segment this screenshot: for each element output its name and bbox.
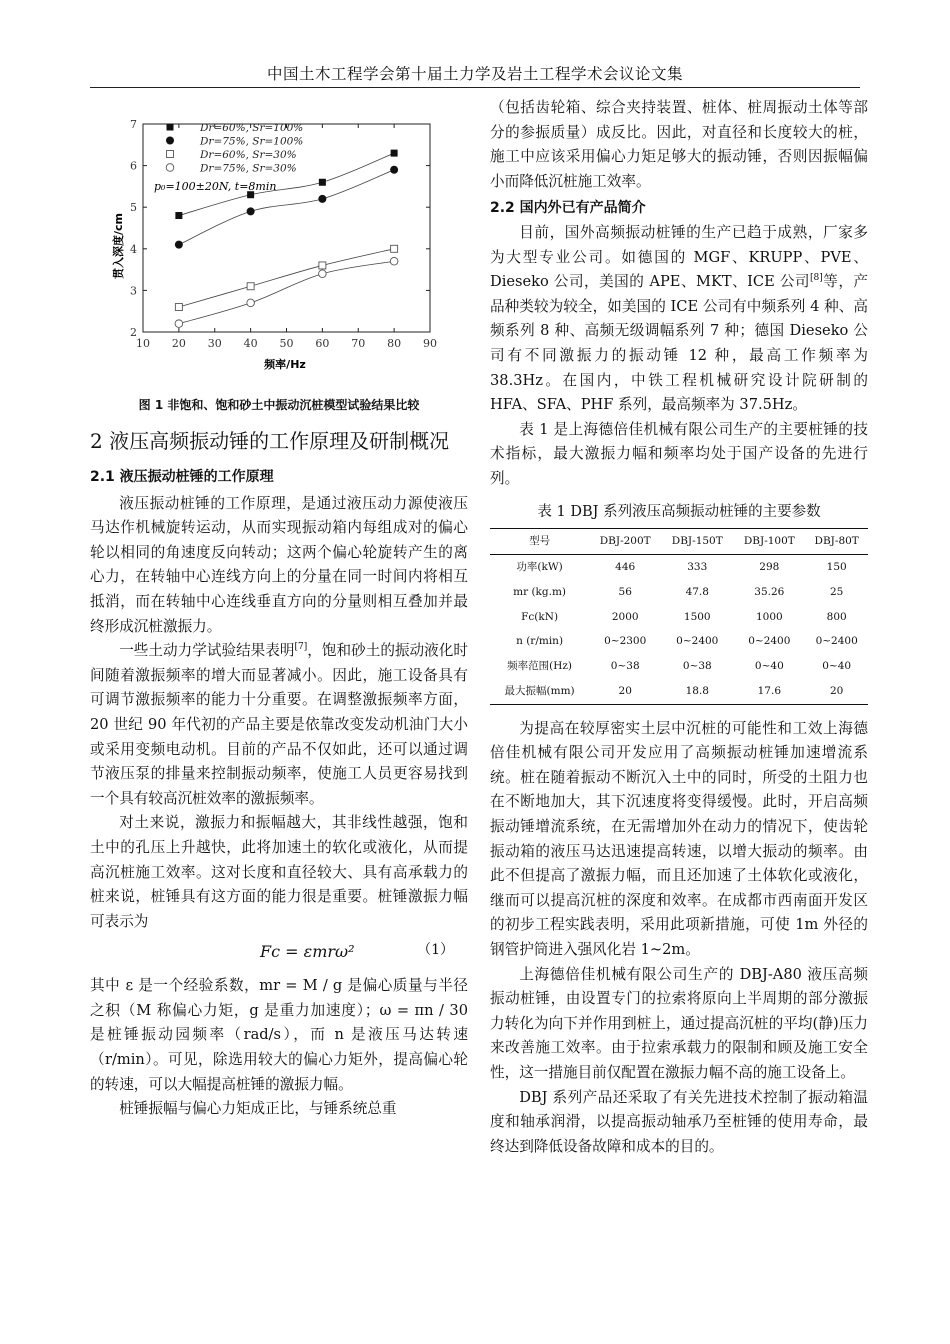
table-row bbox=[490, 580, 868, 605]
data-point-filled-square bbox=[391, 150, 398, 157]
table-cell: 47.8 bbox=[685, 585, 709, 598]
table-cell: 800 bbox=[826, 610, 847, 623]
table-1-title: 表 1 DBJ 系列液压高频振动桩锤的主要参数 bbox=[537, 503, 821, 520]
x-tick-label: 60 bbox=[315, 337, 330, 350]
table-cell: mr (kg.m) bbox=[513, 585, 567, 598]
legend-label: Dr=75%, Sr=30% bbox=[200, 162, 297, 175]
y-axis-label: 贯入深度/cm bbox=[112, 213, 125, 279]
table-cell: 150 bbox=[826, 560, 847, 573]
table-cell: 0~38 bbox=[610, 660, 640, 673]
table-cell: 20 bbox=[618, 684, 632, 697]
paragraph: 桩锤振幅与偏心力矩成正比，与锤系统总重 bbox=[119, 1100, 397, 1118]
citation: [7] bbox=[294, 642, 308, 653]
series-curve bbox=[179, 249, 394, 307]
data-point-filled-circle bbox=[390, 166, 398, 174]
citation: [8] bbox=[810, 273, 823, 284]
table-cell: 最大振幅(mm) bbox=[504, 684, 575, 697]
paragraph: 对土来说，激振力和振幅越大，其非线性越强，饱和土中的孔压上升越快，此将加速土的软化或液化，从而提高沉桩施工效率。这对长度和直径较大、具有高承载力的桩来说，桩锤具有这方面的能力很是重要。桩锤激振力幅可表示为 bbox=[90, 814, 468, 930]
right-column bbox=[490, 96, 868, 1159]
table-row bbox=[490, 679, 868, 704]
x-tick-label: 30 bbox=[207, 337, 222, 350]
x-tick-label: 50 bbox=[279, 337, 294, 350]
y-tick-label: 5 bbox=[130, 201, 137, 215]
legend-label: Dr=75%, Sr=100% bbox=[200, 135, 304, 148]
table-row bbox=[490, 554, 868, 579]
left-column bbox=[90, 428, 468, 1122]
data-point-open-square bbox=[319, 262, 326, 269]
chart-note: p₀=100±20N, t=8min bbox=[154, 180, 277, 193]
table-row bbox=[490, 604, 868, 629]
x-tick-label: 80 bbox=[387, 337, 402, 350]
data-point-open-circle bbox=[319, 270, 327, 278]
table-cell: 17.6 bbox=[757, 684, 782, 697]
paragraph: （包括齿轮箱、综合夹持装置、桩体、桩周振动土体等部分的参振质量）成反比。因此，对直径和长度较大的桩，施工中应该采用偏心力矩足够大的振动锤，否则因振幅偏小而降低沉桩施工效率。 bbox=[490, 99, 868, 190]
y-tick-label: 4 bbox=[130, 242, 137, 256]
x-tick-label: 20 bbox=[171, 337, 186, 350]
table-cell: 56 bbox=[618, 585, 632, 598]
paragraph: 上海德倍佳机械有限公司生产的 DBJ-A80 液压高频振动桩锤，由设置专门的拉索将原向上半周期的部分激振力转化为向下并作用到桩上，通过提高沉桩的平均(静)压力来改善施工效率。由于拉索承载力的限制和顾及施工安全性，这一措施目前仅配置在激振力幅不高的施工设备上。 bbox=[490, 965, 868, 1081]
data-point-filled-circle bbox=[166, 137, 174, 145]
data-point-open-square bbox=[167, 151, 174, 158]
paragraph: 表 1 是上海德倍佳机械有限公司生产的主要桩锤的技术指标，最大激振力幅和频率均处于国产设备的先进行列。 bbox=[490, 420, 868, 487]
paragraph bbox=[90, 639, 468, 811]
table-cell: 0~40 bbox=[822, 660, 852, 673]
y-tick-label: 7 bbox=[130, 118, 137, 131]
data-point-open-circle bbox=[175, 320, 183, 328]
header-rule bbox=[90, 87, 860, 88]
data-point-filled-circle bbox=[175, 241, 183, 249]
paragraph: 其中 ε 是一个经验系数，mr = M / g 是偏心质量与半径之积（M 称偏心力矩，g 是重力加速度）；ω = πn / 30 是桩锤振动园频率（rad/s），而 n 是液压马达转速（r/min）。可见，除选用较大的偏心力矩外，提高偏心轮的转速，可以大幅提高桩锤的激振力幅。 bbox=[90, 977, 468, 1093]
table-cell: 1500 bbox=[683, 610, 711, 623]
figure-1-caption: 图 1 非饱和、饱和砂土中振动沉桩模型试验结果比较 bbox=[138, 398, 420, 412]
data-point-filled-square bbox=[319, 179, 326, 186]
table-cell: n (r/min) bbox=[516, 635, 564, 648]
table-cell: Fc(kN) bbox=[521, 610, 559, 623]
table-cell: 0~2400 bbox=[676, 635, 719, 648]
section-2-title: 2 液压高频振动锤的工作原理及研制概况 bbox=[90, 429, 450, 453]
table-cell: 功率(kW) bbox=[516, 560, 563, 573]
equation-number: （1） bbox=[417, 942, 454, 959]
table-header-row bbox=[490, 529, 868, 555]
data-point-open-circle bbox=[166, 164, 174, 172]
chart-legend bbox=[166, 122, 303, 175]
table-cell: 35.26 bbox=[754, 585, 785, 598]
paragraph: 为提高在较厚密实土层中沉桩的可能性和工效上海德倍佳机械有限公司开发应用了高频振动桩锤加速增流系统。桩在随着振动不断沉入土中的同时，所受的土阻力也在不断地加大，其下沉速度将变得缓慢。此时，开启高频振动锤增流系统，在无需增加外在动力的情况下，使齿轮振动箱的液压马达迅速提高转速，以增大振动的频率。由此不但提高了激振力幅，而且还加速了土体软化或液化，继而可以提高沉桩的深度和效率。在成都市西南面开发区的初步工程实践表明，采用此项新措施，可使 1m 外径的钢管护筒进入强风化岩 1~2m。 bbox=[490, 719, 868, 959]
data-point-filled-square bbox=[175, 212, 182, 219]
table-cell: 20 bbox=[829, 684, 844, 697]
section-2-1-title: 2.1 液压振动桩锤的工作原理 bbox=[90, 469, 274, 485]
table-cell: 2000 bbox=[611, 610, 639, 623]
table-cell: 频率范围(Hz) bbox=[507, 660, 573, 673]
running-header: 中国土木工程学会第十届土力学及岩土工程学术会议论文集 bbox=[266, 65, 683, 83]
equation-1 bbox=[90, 934, 468, 974]
text-run: 一些土动力学试验结果表明 bbox=[119, 642, 295, 660]
table-cell: 446 bbox=[615, 560, 636, 573]
parameter-table bbox=[490, 528, 868, 705]
table-header-cell: DBJ-100T bbox=[743, 535, 795, 548]
data-point-open-square bbox=[247, 283, 254, 290]
x-tick-label: 10 bbox=[136, 337, 150, 350]
text-run: ，饱和砂土的振动液化时间随着激振频率的增大而显著减小。因此，施工设备具有可调节激振频率的能力十分重要。在调整激振频率方面，20 世纪 90 年代初的产品主要是依靠改变发动机油门大小或采用变频电动机。目前的产品不仅如此，还可以通过调节液压泵的排量来控制振动频率，使施工人员更容易找到一个具有较高沉桩效率的激振频率。 bbox=[90, 642, 468, 807]
chart-marks bbox=[175, 150, 398, 328]
table-row bbox=[490, 629, 868, 654]
data-point-filled-circle bbox=[247, 207, 255, 215]
y-tick-label: 3 bbox=[130, 284, 137, 298]
series-curve bbox=[179, 261, 394, 323]
legend-label: Dr=60%, Sr=100% bbox=[200, 122, 304, 134]
y-tick-label: 2 bbox=[130, 326, 137, 339]
table-cell: 0~38 bbox=[682, 660, 712, 673]
section-2-2-title: 2.2 国内外已有产品简介 bbox=[490, 200, 646, 217]
y-tick-label: 6 bbox=[130, 159, 137, 173]
data-point-open-square bbox=[175, 304, 182, 311]
table-cell: 298 bbox=[759, 560, 780, 573]
equation-formula: Fc = εmrω² bbox=[260, 942, 355, 962]
x-tick-label: 70 bbox=[351, 337, 366, 350]
data-point-filled-square bbox=[167, 124, 174, 131]
table-header-cell: 型号 bbox=[529, 535, 551, 548]
text-run: 目前，国外高频振动桩锤的生产已趋于成熟，厂家多为大型专业公司。如德国的 MGF、KRUPP、PVE、Dieseko 公司，美国的 APE、MKT、ICE 公司 bbox=[490, 223, 868, 291]
legend-label: Dr=60%, Sr=30% bbox=[200, 149, 297, 161]
data-point-open-square bbox=[391, 245, 398, 252]
paragraph bbox=[490, 221, 868, 418]
table-cell: 0~2300 bbox=[604, 635, 647, 648]
x-tick-label: 90 bbox=[423, 337, 437, 350]
table-cell: 18.8 bbox=[685, 684, 709, 697]
table-cell: 0~2400 bbox=[815, 635, 858, 648]
x-axis-label: 频率/Hz bbox=[264, 358, 306, 371]
x-tick-label: 40 bbox=[243, 337, 258, 350]
data-point-filled-circle bbox=[318, 195, 326, 203]
data-point-open-circle bbox=[390, 257, 398, 265]
table-cell: 0~2400 bbox=[748, 635, 791, 648]
table-cell: 1000 bbox=[755, 610, 783, 623]
figure-1-chart bbox=[100, 106, 460, 376]
paragraph: DBJ 系列产品还采取了有关先进技术控制了振动箱温度和轴承润滑，以提高振动轴承乃至桩锤的使用寿命，最终达到降低设备故障和成本的目的。 bbox=[490, 1088, 868, 1155]
table-cell: 25 bbox=[829, 585, 844, 598]
table-cell: 0~40 bbox=[754, 660, 784, 673]
paragraph: 液压振动桩锤的工作原理，是通过液压动力源使液压马达作机械旋转运动，从而实现振动箱内每组成对的偏心轮以相同的角速度反向转动；这两个偏心轮旋转产生的离心力，在转轴中心连线方向上的分量在同一时间内将相互抵消，而在转轴中心连线垂直方向的分量则相互叠加并最终形成沉桩激振力。 bbox=[90, 494, 468, 635]
chart-curves bbox=[179, 153, 394, 324]
table-header-cell: DBJ-150T bbox=[671, 535, 723, 548]
text-run: 等，产品种类较为较全，如美国的 ICE 公司有中频系列 4 种、高频系列 8 种、高频无级调幅系列 7 种；德国 Dieseko 公司有不同激振力的振动锤 12 种，最高工作频率为 38.3Hz。在国内，中铁工程机械研究设计院研制的 HFA、SFA、PHF 系列，最高频率为 37.5Hz。 bbox=[490, 273, 868, 414]
data-point-open-circle bbox=[247, 299, 255, 307]
table-header-cell: DBJ-80T bbox=[814, 535, 859, 548]
table-header-cell: DBJ-200T bbox=[599, 535, 651, 548]
table-cell: 333 bbox=[687, 560, 708, 573]
table-row bbox=[490, 654, 868, 679]
